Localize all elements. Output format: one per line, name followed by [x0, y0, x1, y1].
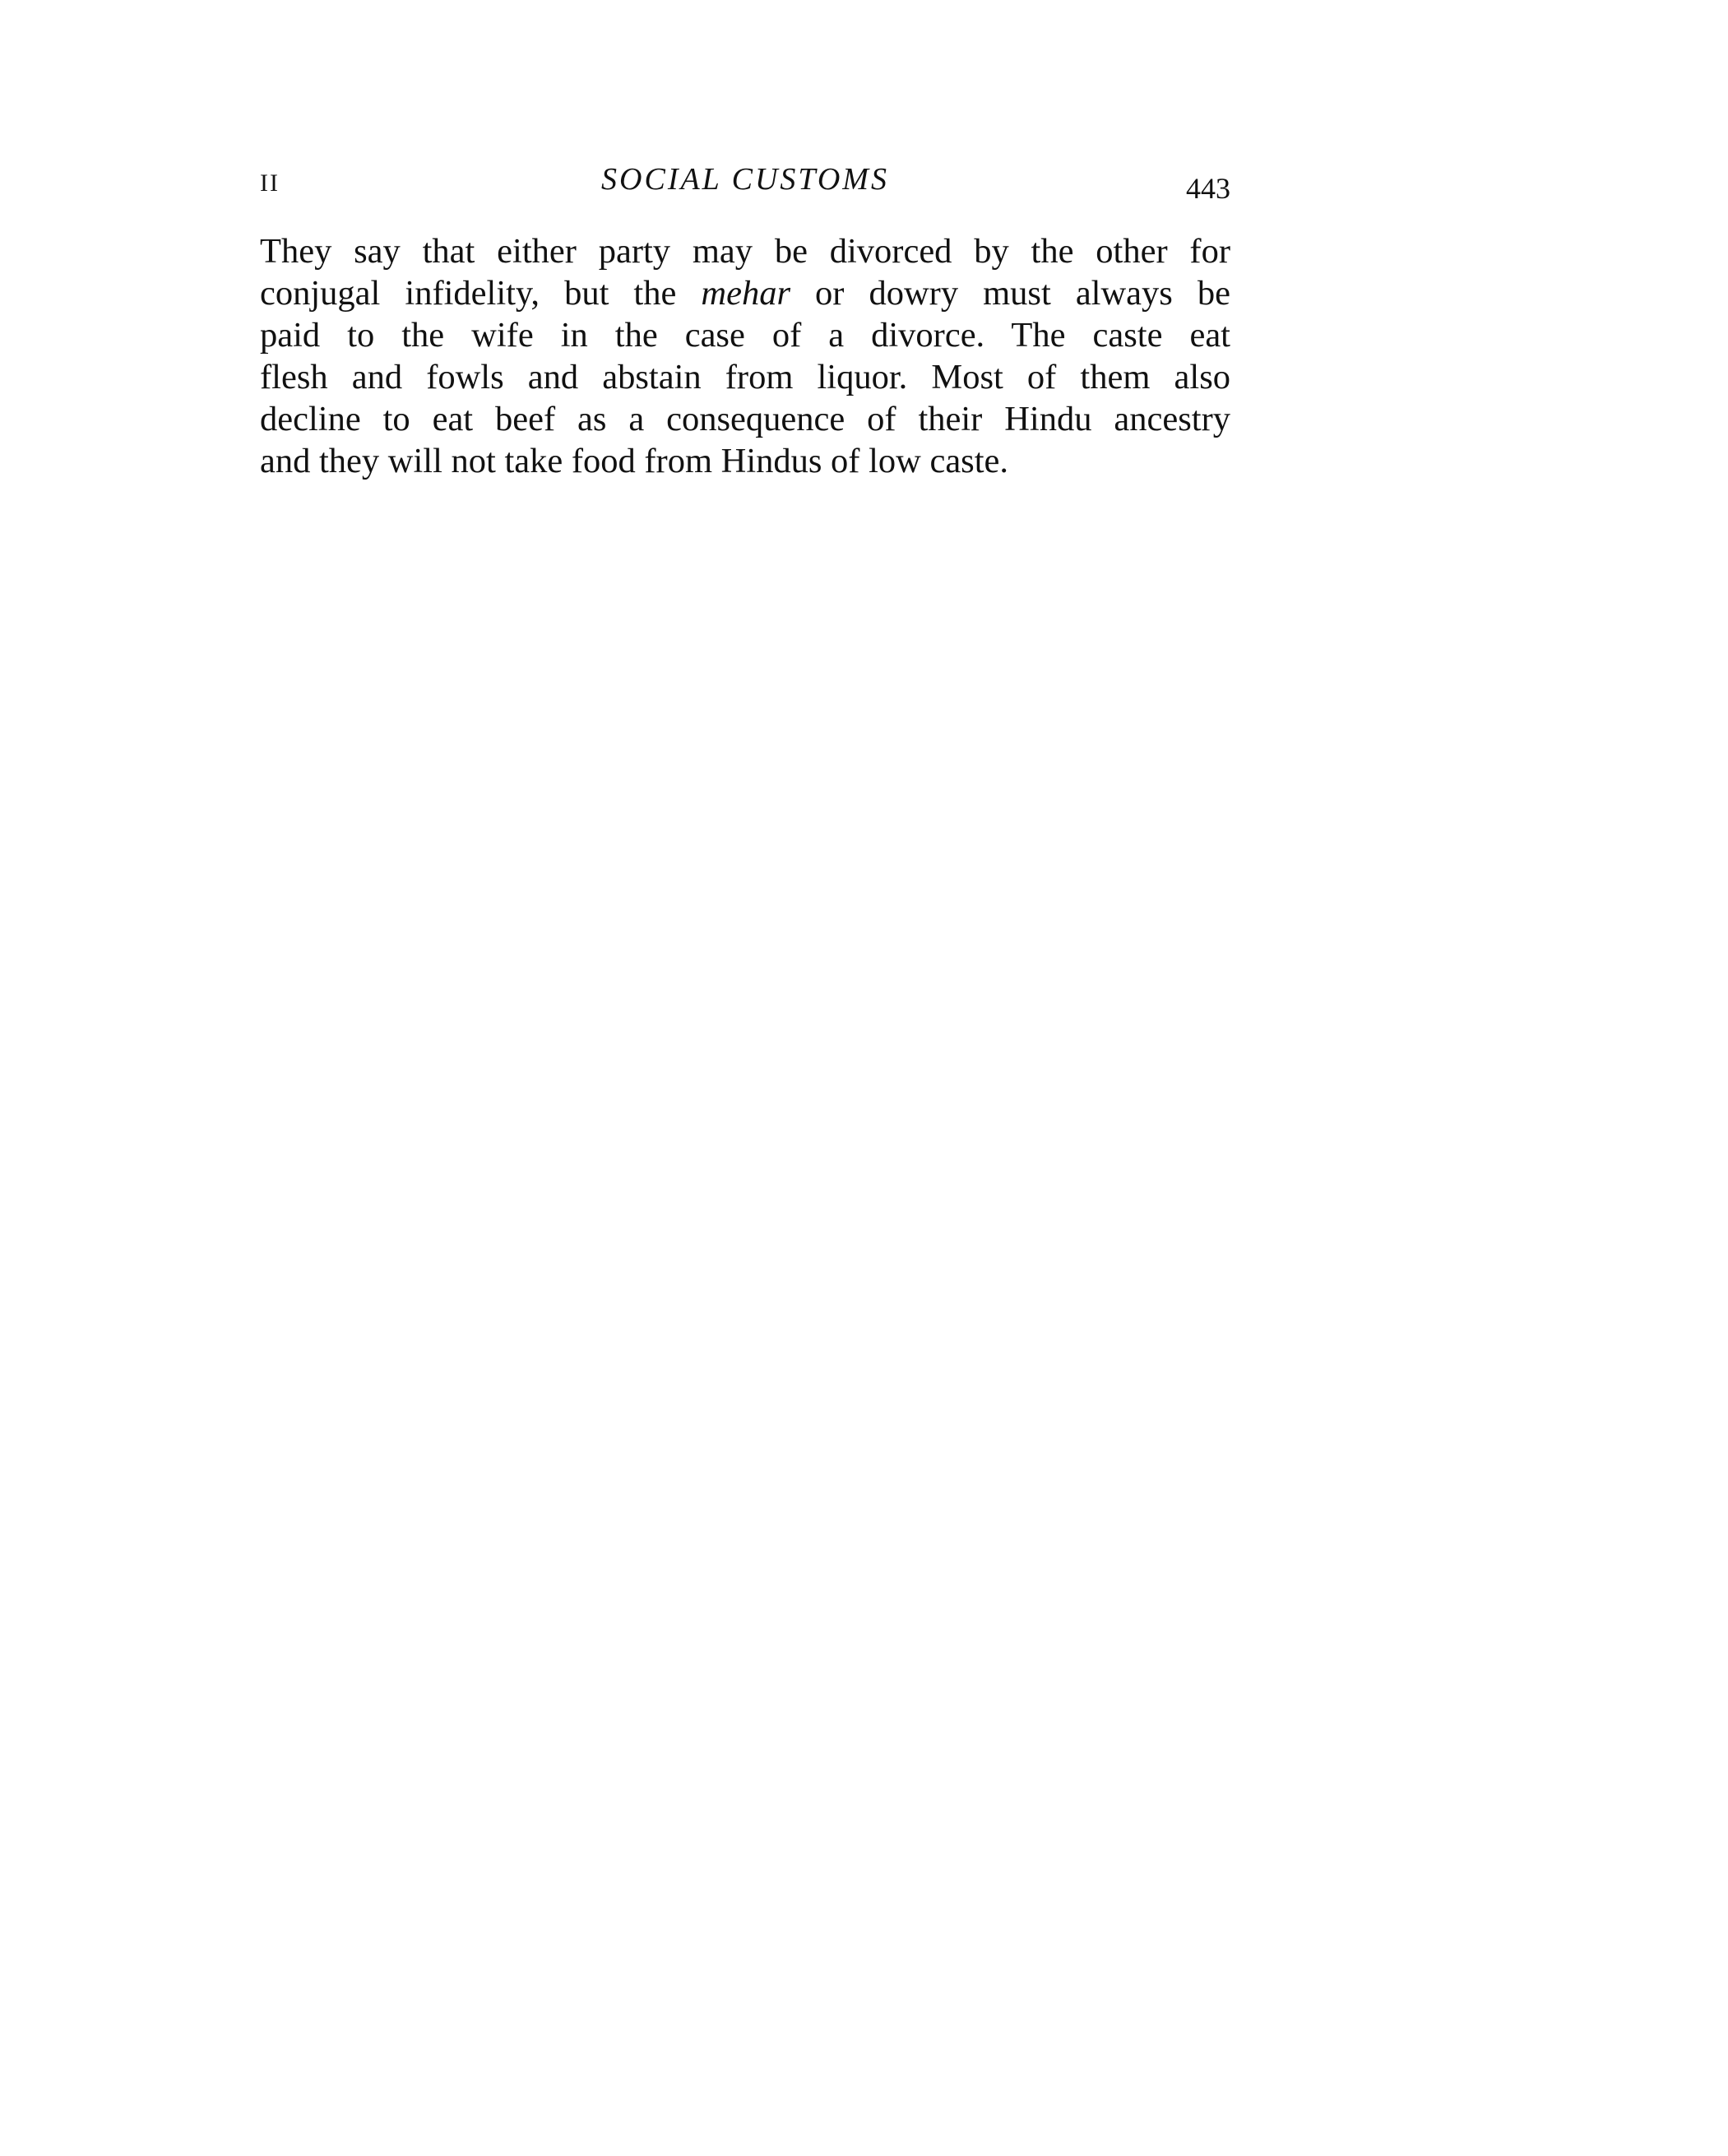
text-line-2: [260, 272, 1230, 314]
chapter-number: II: [260, 169, 280, 197]
page-number: 443: [1186, 172, 1230, 205]
text-line-6: and they will not take food from Hindus of low caste.: [260, 442, 1009, 480]
text-line-2-end: or dowry must always be: [790, 274, 1230, 313]
running-title: SOCIAL CUSTOMS: [601, 162, 889, 197]
text-line-3: paid to the wife in the case of a divorce. The caste eat: [260, 316, 1230, 355]
italic-term-mehar: mehar: [701, 274, 791, 313]
body-paragraph: [260, 230, 1230, 482]
text-line-1: They say that either party may be divorced by the other for: [260, 232, 1230, 271]
text-line-2-start: conjugal infidelity, but the: [260, 274, 702, 313]
text-line-5: decline to eat beef as a consequence of their Hindu ancestry: [260, 400, 1230, 438]
running-head: [260, 161, 1230, 211]
text-line-4: flesh and fowls and abstain from liquor. Most of them also: [260, 358, 1230, 396]
